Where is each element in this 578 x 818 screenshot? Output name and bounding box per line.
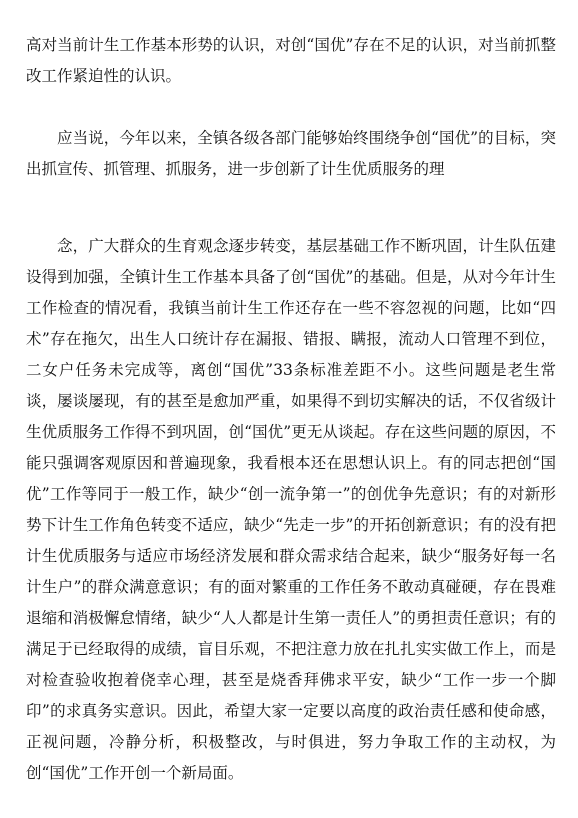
paragraph-3: 念，广大群众的生育观念逐步转变，基层基础工作不断巩固，计生队伍建设得到加强，全镇计生工作基本具备了创“国优”的基础。但是，从对今年计生工作检查的情况看，我镇当前计生工作还存在一些不容忽视的问题，比如“四术”存在拖欠，出生人口统计存在漏报、错报、瞒报，流动人口管理不到位，二女户任务未完成等，离创“国优”33条标准差距不小。这些问题是老生常谈，屡谈屡现，有的甚至是愈加严重，如果得不到切实解决的话，不仅省级计生优质服务工作得不到巩固，创“国优”更无从谈起。存在这些问题的原因，不能只强调客观原因和普遍现象，我看根本还在思想认识上。有的同志把创“国优”工作等同于一般工作，缺少“创一流争第一”的创优争先意识；有的对新形势下计生工作角色转变不适应，缺少“先走一步”的开拓创新意识；有的没有把计生优质服务与适应市场经济发展和群众需求结合起来，缺少“服务好每一名计生户”的群众满意意识；有的面对繁重的工作任务不敢动真碰硬，存在畏难退缩和消极懈怠情绪，缺少“人人都是计生第一责任人”的勇担责任意识；有的满足于已经取得的成绩，盲目乐观，不把注意力放在扎扎实实做工作上，而是对检查验收抱着侥幸心理，甚至是烧香拜佛求平安，缺少“工作一步一个脚印”的求真务实意识。因此，希望大家一定要以高度的政治责任感和使命感，正视问题，冷静分析，积极整改，与时俱进，努力争取工作的主动权，为创“国优”工作开创一个新局面。	[26, 237, 556, 782]
paragraph-2: 应当说，今年以来，全镇各级各部门能够始终围绕争创“国优”的目标，突出抓宣传、抓管理、抓服务，进一步创新了计生优质服务的理	[26, 129, 556, 178]
paragraph-1: 高对当前计生工作基本形势的认识，对创“国优”存在不足的认识，对当前抓整改工作紧迫性的认识。	[26, 36, 556, 85]
document-page	[26, 30, 556, 789]
